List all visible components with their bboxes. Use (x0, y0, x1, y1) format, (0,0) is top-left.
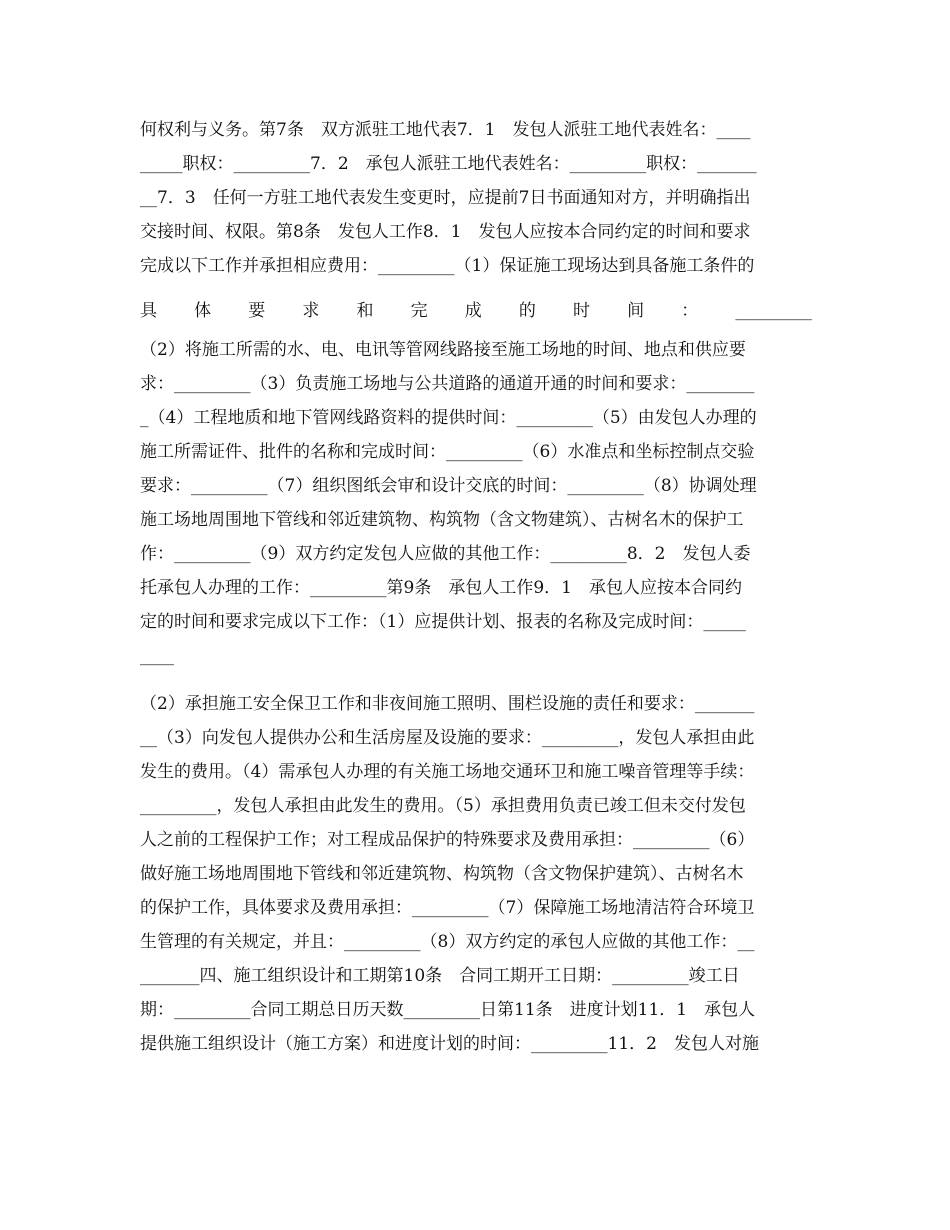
text-line: 交接时间、权限。第8条 发包人工作8．1 发包人应按本合同约定的时间和要求 (140, 222, 751, 242)
text-line: 做好施工场地周围地下管线和邻近建筑物、构筑物（含文物保护建筑）、古树名木 (140, 864, 744, 884)
text-line: ____ (140, 646, 174, 666)
justified-char: 具 (140, 301, 157, 321)
text-line: 人之前的工程保护工作；对工程成品保护的特殊要求及费用承担：_________（6） (140, 830, 755, 850)
text-line: 生管理的有关规定，并且：_________（8）双方约定的承包人应做的其他工作：__ (140, 932, 755, 952)
text-line: 何权利与义务。第7条 双方派驻工地代表7．1 发包人派驻工地代表姓名：____ (140, 120, 751, 140)
justified-char: 和 (356, 301, 374, 321)
text-line: 施工所需证件、批件的名称和完成时间：_________（6）水准点和坐标控制点交验 (140, 442, 755, 462)
text-line: 提供施工组织设计（施工方案）和进度计划的时间：_________11．2 发包人对施 (140, 1034, 759, 1054)
text-line: __（3）向发包人提供办公和生活房屋及设施的要求：_________，发包人承担由此 (140, 728, 755, 748)
justified-line (140, 296, 812, 326)
text-line: 求：_________（3）负责施工场地与公共道路的通道开通的时间和要求：________ (140, 374, 755, 394)
justified-char: 完 (410, 301, 428, 321)
justified-char: 求 (302, 301, 320, 321)
text-line: _____职权：_________7．2 承包人派驻工地代表姓名：_________职权：_______ (140, 154, 757, 174)
justified-char: 成 (464, 301, 482, 321)
text-line: 作：_________（9）双方约定发包人应做的其他工作：_________8．2 发包人委 (140, 544, 751, 564)
text-line: （2）将施工所需的水、电、电讯等管网线路接至施工场地的时间、地点和供应要 (140, 340, 746, 360)
text-line: 的保护工作，具体要求及费用承担：_________（7）保障施工场地清洁符合环境卫 (140, 898, 755, 918)
justified-char: 体 (194, 301, 212, 321)
text-line: 要求：_________（7）组织图纸会审和设计交底的时间：_________（8）协调处理 (140, 476, 757, 496)
text-line: 期：_________合同工期总日历天数_________日第11条 进度计划11．1 承包人 (140, 1000, 756, 1020)
text-line: _______四、施工组织设计和工期第10条 合同工期开工日期：_________竣工日 (140, 966, 740, 986)
text-line: 托承包人办理的工作：_________第9条 承包人工作9．1 承包人应按本合同约 (140, 578, 742, 598)
justified-char: 的 (518, 301, 536, 321)
justified-char: 要 (248, 301, 266, 321)
text-line: （2）承担施工安全保卫工作和非夜间施工照明、围栏设施的责任和要求：_______ (140, 694, 755, 714)
justified-char: ： (681, 301, 699, 321)
justified-char: 间 (627, 301, 645, 321)
justified-char: _________ (735, 301, 812, 321)
justified-char: 时 (573, 301, 590, 321)
text-line: _________，发包人承担由此发生的费用。（5）承担费用负责已竣工但未交付发包 (140, 796, 746, 816)
text-line: 施工场地周围地下管线和邻近建筑物、构筑物（含文物建筑）、古树名木的保护工 (140, 510, 744, 530)
text-line: __7．3 任何一方驻工地代表发生变更时，应提前7日书面通知对方，并明确指出 (140, 188, 751, 208)
text-line: 完成以下工作并承担相应费用：_________（1）保证施工现场达到具备施工条件的 (140, 256, 755, 276)
text-line: _（4）工程地质和地下管网线路资料的提供时间：_________（5）由发包人办理的 (140, 408, 757, 428)
text-line: 发生的费用。（4）需承包人办理的有关施工场地交通环卫和施工噪音管理等手续： (140, 762, 755, 782)
text-line: 定的时间和要求完成以下工作：（1）应提供计划、报表的名称及完成时间：_____ (140, 612, 746, 632)
